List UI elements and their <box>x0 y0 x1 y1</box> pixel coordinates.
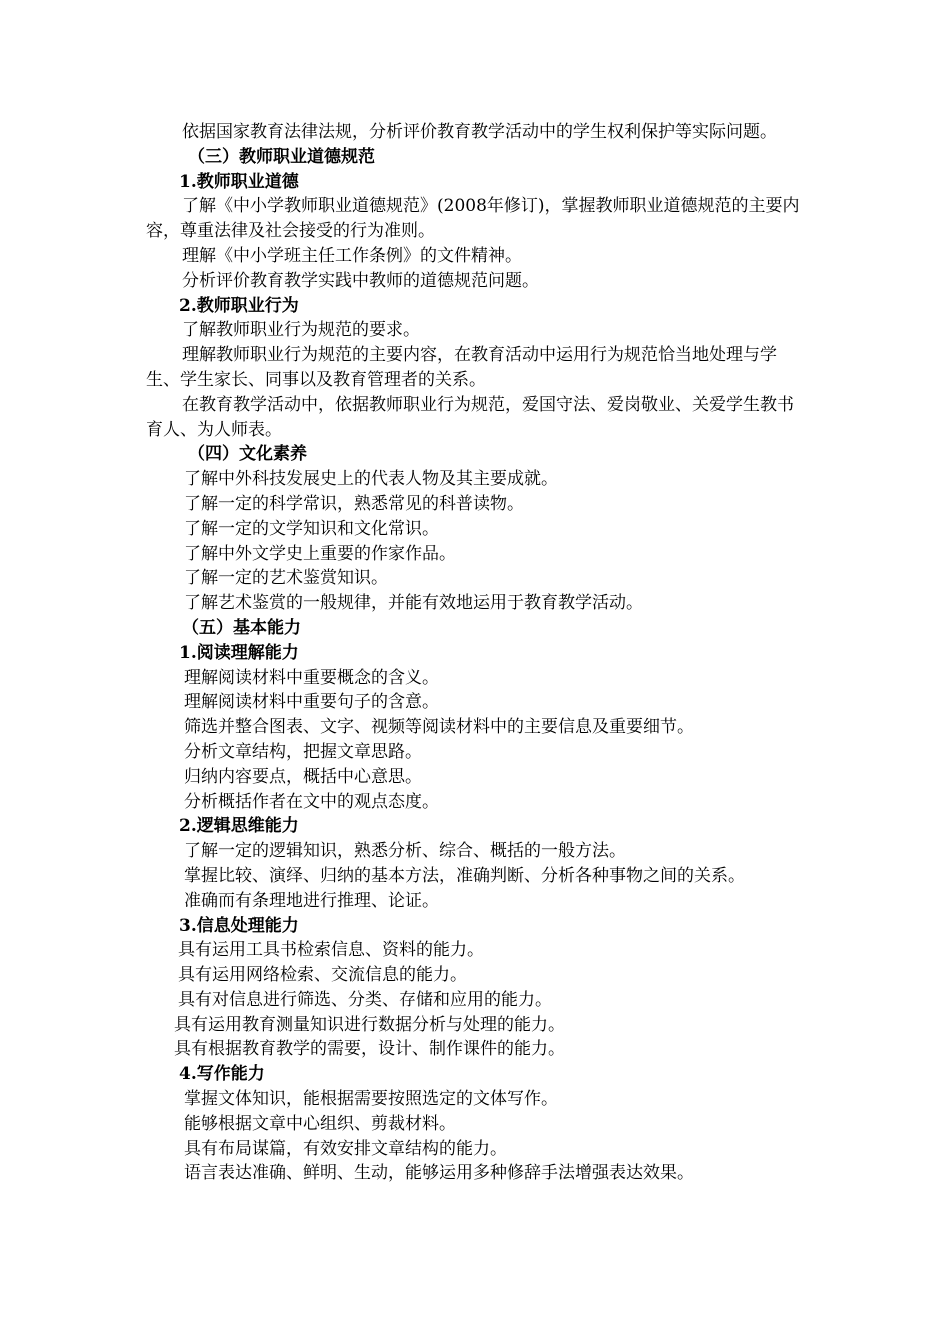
paragraph: 在教育教学活动中，依据教师职业行为规范，爱国守法、爱岗敬业、关爱学生教书育人、为人师表。 <box>146 394 794 440</box>
list-item: 分析概括作者在文中的观点态度。 <box>184 791 439 812</box>
list-item: 分析文章结构，把握文章思路。 <box>184 741 422 762</box>
list-item: 了解中外科技发展史上的代表人物及其主要成就。 <box>184 469 558 490</box>
list-item: 具有运用网络检索、交流信息的能力。 <box>178 965 467 986</box>
list-item: 了解艺术鉴赏的一般规律，并能有效地运用于教育教学活动。 <box>184 593 643 614</box>
list-item: 准确而有条理地进行推理、论证。 <box>184 890 439 911</box>
paragraph: 理解《中小学班主任工作条例》的文件精神。 <box>182 245 522 266</box>
paragraph-law: 依据国家教育法律法规，分析评价教育教学活动中的学生权利保护等实际问题。 <box>182 122 777 142</box>
list-item: 具有布局谋篇，有效安排文章结构的能力。 <box>184 1138 507 1159</box>
subsection-5-4-heading: 4.写作能力 <box>179 1064 265 1085</box>
list-item: 了解一定的逻辑知识，熟悉分析、综合、概括的一般方法。 <box>184 841 626 862</box>
list-item: 具有运用工具书检索信息、资料的能力。 <box>178 940 484 961</box>
list-item: 理解阅读材料中重要句子的含意。 <box>184 692 439 713</box>
list-item: 具有运用教育测量知识进行数据分析与处理的能力。 <box>174 1014 565 1035</box>
section-5-heading: （五）基本能力 <box>182 617 301 638</box>
list-item: 具有对信息进行筛选、分类、存储和应用的能力。 <box>178 989 552 1010</box>
paragraph: 理解教师职业行为规范的主要内容，在教育活动中运用行为规范恰当地处理与学生、学生家长、同事以及教育管理者的关系。 <box>146 345 777 390</box>
paragraph: 了解《中小学教师职业道德规范》(2008年修订)，掌握教师职业道德规范的主要内容，尊重法律及社会接受的行为准则。 <box>146 196 800 242</box>
subsection-3-2-heading: 2.教师职业行为 <box>179 295 299 316</box>
list-item: 能够根据文章中心组织、剪裁材料。 <box>184 1113 456 1134</box>
section-3-heading: （三）教师职业道德规范 <box>188 146 375 167</box>
list-item: 具有根据教育教学的需要，设计、制作课件的能力。 <box>174 1039 565 1060</box>
subsection-5-1-heading: 1.阅读理解能力 <box>179 642 299 663</box>
subsection-3-1-heading: 1.教师职业道德 <box>179 171 299 192</box>
list-item: 筛选并整合图表、文字、视频等阅读材料中的主要信息及重要细节。 <box>184 717 694 738</box>
subsection-5-2-heading: 2.逻辑思维能力 <box>179 816 299 837</box>
section-4-heading: （四）文化素养 <box>188 444 307 465</box>
list-item: 归纳内容要点，概括中心意思。 <box>184 766 422 787</box>
list-item: 了解一定的科学常识，熟悉常见的科普读物。 <box>184 493 524 514</box>
list-item: 语言表达准确、鲜明、生动，能够运用多种修辞手法增强表达效果。 <box>184 1163 694 1184</box>
paragraph: 分析评价教育教学实践中教师的道德规范问题。 <box>182 270 539 291</box>
list-item: 理解阅读材料中重要概念的含义。 <box>184 667 439 688</box>
list-item: 了解中外文学史上重要的作家作品。 <box>184 543 456 564</box>
list-item: 了解一定的艺术鉴赏知识。 <box>184 568 388 589</box>
paragraph: 了解教师职业行为规范的要求。 <box>182 320 420 341</box>
list-item: 掌握比较、演绎、归纳的基本方法，准确判断、分析各种事物之间的关系。 <box>184 865 745 886</box>
list-item: 掌握文体知识，能根据需要按照选定的文体写作。 <box>184 1089 558 1110</box>
subsection-5-3-heading: 3.信息处理能力 <box>179 915 299 936</box>
list-item: 了解一定的文学知识和文化常识。 <box>184 518 439 539</box>
document-body <box>146 120 810 1186</box>
